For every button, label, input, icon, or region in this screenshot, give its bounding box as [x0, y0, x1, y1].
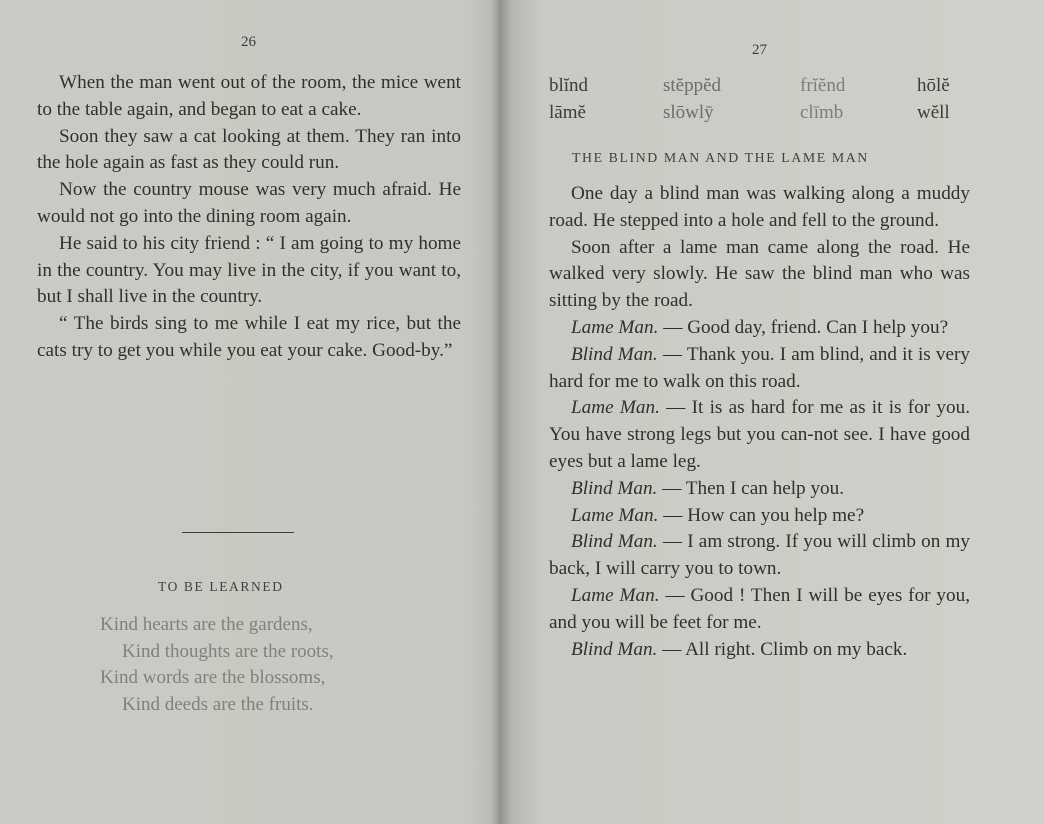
page-number-right: 27 [752, 42, 767, 58]
poem-line: Kind hearts are the gardens, [100, 614, 313, 635]
vocabulary-word: stĕppĕd [663, 75, 722, 96]
paragraph: Now the country mouse was very much afraid. He would not go into the dining room again. [37, 179, 461, 227]
paragraph: When the man went out of the room, the mice went to the table again, and began to eat a cake. [37, 72, 461, 120]
dialogue-text: — I am strong. If you will climb on my back, I will carry you to town. [549, 531, 970, 580]
speaker-name: Blind Man. [571, 531, 658, 553]
vocabulary-word: slōwlȳ [663, 102, 714, 123]
vocabulary-word: clīmb [800, 102, 844, 123]
vocabulary-word-list [549, 73, 969, 129]
paragraph: “ The birds sing to me while I eat my rice, but the cats try to get you while you eat your cake. Good-by.” [37, 313, 461, 361]
poem-line: Kind thoughts are the roots, [122, 640, 334, 662]
vocabulary-word: hōlĕ [917, 75, 950, 96]
speaker-name: Lame Man. [571, 504, 659, 526]
left-page [0, 0, 490, 824]
speaker-name: Blind Man. [571, 343, 658, 365]
dialogue-line [549, 395, 970, 475]
section-divider [182, 532, 294, 533]
paragraph: One day a blind man was walking along a muddy road. He stepped into a hole and fell to the ground. [549, 183, 970, 231]
dialogue-line [549, 476, 970, 503]
dialogue-text: — All right. Climb on my back. [657, 638, 908, 660]
right-prose [549, 181, 970, 663]
speaker-name: Lame Man. [571, 584, 660, 606]
poem-line: Kind words are the blossoms, [100, 667, 326, 688]
dialogue-line [549, 583, 970, 637]
vocabulary-word: wĕll [917, 102, 950, 123]
page-number-left: 26 [241, 34, 256, 50]
dialogue-text: — Thank you. I am blind, and it is very hard for me to walk on this road. [549, 343, 971, 392]
poem [100, 612, 334, 718]
poem-line: Kind deeds are the fruits. [122, 693, 314, 715]
vocabulary-word: lāmĕ [549, 102, 586, 123]
dialogue-text: — Good day, friend. Can I help you? [658, 316, 949, 338]
dialogue-line [549, 503, 970, 530]
left-prose [37, 70, 461, 365]
speaker-name: Lame Man. [571, 316, 659, 338]
dialogue-line [549, 637, 970, 664]
dialogue-line [549, 342, 970, 396]
speaker-name: Blind Man. [571, 638, 658, 660]
book-gutter [490, 0, 512, 824]
vocabulary-word: blĭnd [549, 75, 589, 96]
story-title: THE BLIND MAN AND THE LAME MAN [572, 150, 869, 165]
speaker-name: Lame Man. [571, 397, 660, 419]
paragraph: Soon they saw a cat looking at them. They ran into the hole again as fast as they could run. [37, 125, 461, 174]
dialogue-line [549, 315, 970, 342]
speaker-name: Blind Man. [571, 477, 658, 499]
paragraph: Soon after a lame man came along the road. He walked very slowly. He saw the blind man who was sitting by the road. [549, 236, 970, 312]
vocabulary-word: frĭĕnd [800, 75, 846, 96]
dialogue-text: — Then I can help you. [657, 477, 845, 499]
dialogue-text: — It is as hard for me as it is for you. You have strong legs but you can-not see. I have good eyes but a lame leg. [549, 397, 970, 472]
right-page [512, 0, 1044, 824]
paragraph: He said to his city friend : “ I am going to my home in the country. You may live in the city, if you want to, but I shall live in the country. [37, 232, 461, 308]
dialogue-text: — How can you help me? [658, 504, 865, 526]
dialogue-line [549, 529, 970, 583]
dialogue-text: — Good ! Then I will be eyes for you, and you will be feet for me. [549, 584, 971, 633]
section-heading: TO BE LEARNED [158, 579, 284, 594]
